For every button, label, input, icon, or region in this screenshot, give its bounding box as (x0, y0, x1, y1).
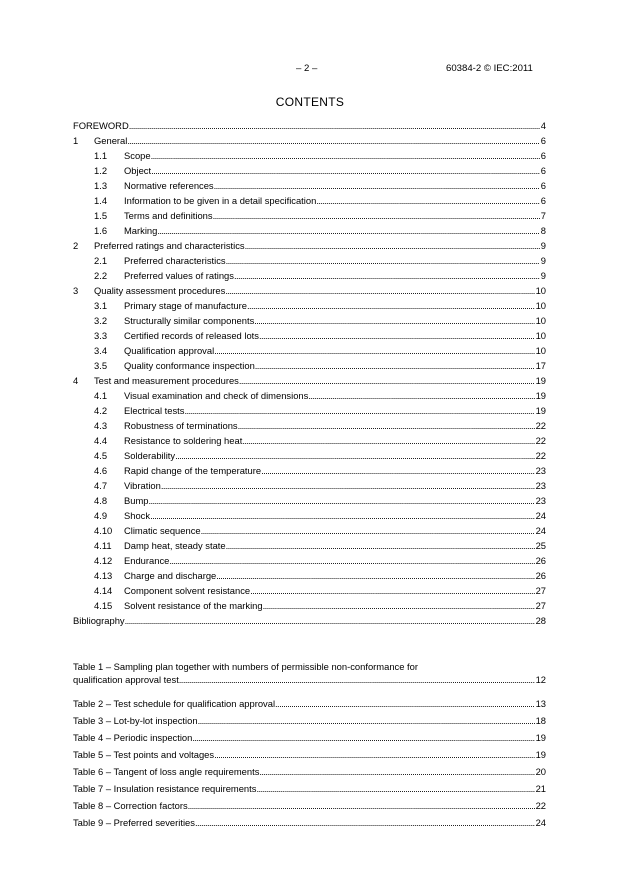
toc-entry-label: Terms and definitions (124, 210, 213, 221)
table-list-entry[interactable] (73, 712, 546, 729)
dot-leader (201, 523, 535, 538)
toc-entry-number: 4.10 (94, 525, 113, 536)
toc-entry-page: 10 (535, 285, 546, 296)
list-of-tables (73, 661, 546, 831)
table-list-entry[interactable] (73, 746, 546, 763)
toc-entry[interactable] (73, 613, 546, 628)
dot-leader (238, 418, 535, 433)
toc-entry[interactable] (73, 583, 546, 598)
dot-leader (259, 763, 534, 780)
table-list-entry[interactable] (73, 729, 546, 746)
toc-entry-label: Solderability (124, 450, 176, 461)
toc-entry[interactable] (73, 133, 546, 148)
dot-leader (169, 553, 534, 568)
toc-entry[interactable] (73, 163, 546, 178)
toc-entry-label: General (94, 135, 128, 146)
toc-entry-number: 4.2 (94, 405, 108, 416)
toc-entry[interactable] (73, 193, 546, 208)
table-list-entry[interactable] (73, 797, 546, 814)
toc-entry-number: 4 (73, 375, 79, 386)
dot-leader (254, 313, 534, 328)
toc-entry[interactable] (73, 343, 546, 358)
toc-entry-label: Preferred values of ratings (124, 270, 234, 281)
toc-entry-number: 4.6 (94, 465, 108, 476)
dot-leader (157, 223, 539, 238)
table-entry-label: Table 6 – Tangent of loss angle requirements (73, 766, 260, 777)
toc-entry-number: 1 (73, 135, 79, 146)
toc-entry-page: 9 (540, 240, 546, 251)
toc-entry-page: 19 (535, 375, 546, 386)
page-number: – 2 – (296, 63, 318, 74)
toc-entry-label: Primary stage of manufacture (124, 300, 247, 311)
toc-entry-label: Vibration (124, 480, 161, 491)
toc-entry[interactable] (73, 283, 546, 298)
dot-leader (245, 238, 540, 253)
toc-entry-number: 4.8 (94, 495, 108, 506)
toc-entry[interactable] (73, 178, 546, 193)
toc-entry-label: Rapid change of the temperature (124, 465, 262, 476)
dot-leader (316, 193, 539, 208)
toc-entry-number: 4.3 (94, 420, 108, 431)
toc-entry[interactable] (73, 223, 546, 238)
toc-entry[interactable] (73, 433, 546, 448)
toc-entry-label: Solvent resistance of the marking (124, 600, 263, 611)
toc-entry[interactable] (73, 553, 546, 568)
contents-title: CONTENTS (275, 95, 345, 109)
toc-entry-page: 23 (535, 495, 546, 506)
toc-entry-number: 3.2 (94, 315, 108, 326)
toc-entry-page: 27 (535, 585, 546, 596)
dot-leader (239, 373, 535, 388)
toc-entry-page: 26 (535, 570, 546, 581)
toc-entry-label: FOREWORD (73, 120, 129, 131)
toc-entry-page: 27 (535, 600, 546, 611)
toc-entry[interactable] (73, 523, 546, 538)
toc-entry-page: 10 (535, 330, 546, 341)
dot-leader (308, 388, 534, 403)
toc-entry-page: 10 (535, 345, 546, 356)
toc-entry-page: 26 (535, 555, 546, 566)
toc-entry-page: 6 (540, 135, 546, 146)
toc-entry[interactable] (73, 538, 546, 553)
dot-leader (261, 463, 534, 478)
dot-leader (226, 538, 535, 553)
toc-entry-number: 3.1 (94, 300, 108, 311)
toc-entry-number: 4.4 (94, 435, 108, 446)
toc-entry[interactable] (73, 313, 546, 328)
toc-entry[interactable] (73, 508, 546, 523)
toc-entry-number: 3 (73, 285, 79, 296)
dot-leader (175, 448, 534, 463)
toc-entry[interactable] (73, 418, 546, 433)
toc-entry[interactable] (73, 118, 546, 133)
toc-entry-page: 22 (535, 450, 546, 461)
toc-entry-page: 6 (540, 180, 546, 191)
dot-leader (195, 814, 535, 831)
toc-entry-number: 1.6 (94, 225, 108, 236)
toc-entry-page: 7 (540, 210, 546, 221)
toc-entry-page: 23 (535, 480, 546, 491)
toc-entry-label: Normative references (124, 180, 214, 191)
toc-entry-label: Climatic sequence (124, 525, 201, 536)
dot-leader (129, 118, 540, 133)
dot-leader (192, 729, 534, 746)
toc-entry[interactable] (73, 568, 546, 583)
toc-entry-number: 4.7 (94, 480, 108, 491)
toc-entry-label: Quality assessment procedures (94, 285, 226, 296)
toc-entry-page: 19 (535, 390, 546, 401)
toc-entry[interactable] (73, 268, 546, 283)
toc-entry[interactable] (73, 493, 546, 508)
dot-leader (247, 298, 535, 313)
table-entry-page: 21 (535, 783, 546, 794)
table-entry-page: 18 (535, 715, 546, 726)
toc-entry-page: 24 (535, 525, 546, 536)
toc-entry-number: 1.1 (94, 150, 108, 161)
dot-leader (275, 695, 535, 712)
toc-entry-page: 19 (535, 405, 546, 416)
toc-entry-label: Bibliography (73, 615, 125, 626)
toc-entry-number: 1.4 (94, 195, 108, 206)
toc-entry-number: 4.15 (94, 600, 113, 611)
table-entry-label: Table 9 – Preferred severities (73, 817, 195, 828)
toc-entry-label: Marking (124, 225, 158, 236)
dot-leader (179, 673, 535, 687)
toc-entry-number: 4.9 (94, 510, 108, 521)
toc-entry-number: 2.2 (94, 270, 108, 281)
toc-entry-label: Quality conformance inspection (124, 360, 255, 371)
toc-entry-page: 10 (535, 300, 546, 311)
toc-entry-page: 8 (540, 225, 546, 236)
toc-entry[interactable] (73, 328, 546, 343)
toc-entry[interactable] (73, 373, 546, 388)
toc-entry-page: 9 (540, 270, 546, 281)
toc-entry-label: Electrical tests (124, 405, 185, 416)
toc-entry[interactable] (73, 253, 546, 268)
table-entry-caption-line: Table 1 – Sampling plan together with numbers of permissible non-conformance for (73, 661, 418, 672)
table-list-entry[interactable] (73, 695, 546, 712)
toc-entry-page: 9 (540, 255, 546, 266)
toc-entry-label: Test and measurement procedures (94, 375, 239, 386)
toc-entry-label: Preferred characteristics (124, 255, 226, 266)
dot-leader (127, 133, 539, 148)
toc-entry-page: 23 (535, 465, 546, 476)
dot-leader (256, 780, 534, 797)
toc-entry-number: 3.4 (94, 345, 108, 356)
dot-leader (250, 583, 534, 598)
table-entry-page: 20 (535, 766, 546, 777)
dot-leader (214, 746, 534, 763)
toc-entry-number: 3.5 (94, 360, 108, 371)
toc-entry[interactable] (73, 448, 546, 463)
toc-entry-label: Certified records of released lots (124, 330, 259, 341)
dot-leader (149, 493, 535, 508)
table-entry-page: 24 (535, 817, 546, 828)
table-entry-label: Table 4 – Periodic inspection (73, 732, 193, 743)
dot-leader (216, 568, 534, 583)
dot-leader (259, 328, 535, 343)
table-entry-page: 12 (535, 674, 546, 685)
table-entry-label: Table 7 – Insulation resistance requirements (73, 783, 257, 794)
dot-leader (263, 598, 535, 613)
toc-entry-page: 28 (535, 615, 546, 626)
table-list-entry[interactable] (73, 763, 546, 780)
toc-entry-label: Structurally similar components (124, 315, 255, 326)
toc-entry-page: 22 (535, 420, 546, 431)
table-entry-page: 19 (535, 749, 546, 760)
dot-leader (151, 148, 540, 163)
table-entry-label: Table 3 – Lot-by-lot inspection (73, 715, 198, 726)
table-entry-label: Table 5 – Test points and voltages (73, 749, 215, 760)
dot-leader (161, 478, 535, 493)
toc-entry-label: Preferred ratings and characteristics (94, 240, 245, 251)
dot-leader (198, 712, 535, 729)
toc-entry[interactable] (73, 298, 546, 313)
dot-leader (188, 797, 535, 814)
toc-entry-number: 1.2 (94, 165, 108, 176)
toc-entry-label: Component solvent resistance (124, 585, 251, 596)
toc-entry[interactable] (73, 463, 546, 478)
toc-entry-page: 24 (535, 510, 546, 521)
toc-entry[interactable] (73, 478, 546, 493)
table-list-entry[interactable] (73, 661, 546, 695)
toc-entry-label: Qualification approval (124, 345, 215, 356)
document-id: 60384-2 © IEC:2011 (446, 63, 533, 74)
toc-entry-label: Information to be given in a detail specification (124, 195, 317, 206)
table-list-entry[interactable] (73, 780, 546, 797)
table-list-entry[interactable] (73, 814, 546, 831)
table-entry-label: qualification approval test (73, 674, 179, 685)
toc-entry-page: 25 (535, 540, 546, 551)
toc-entry-number: 1.3 (94, 180, 108, 191)
toc-entry[interactable] (73, 238, 546, 253)
dot-leader (184, 403, 534, 418)
toc-entry-number: 4.5 (94, 450, 108, 461)
toc-entry-number: 4.12 (94, 555, 113, 566)
dot-leader (151, 163, 540, 178)
table-entry-label: Table 2 – Test schedule for qualification approval (73, 698, 276, 709)
table-entry-page: 22 (535, 800, 546, 811)
dot-leader (214, 343, 534, 358)
dot-leader (242, 433, 534, 448)
toc-entry-number: 1.5 (94, 210, 108, 221)
toc-entry-page: 22 (535, 435, 546, 446)
toc-entry-number: 4.11 (94, 540, 112, 551)
toc-entry-number: 3.3 (94, 330, 108, 341)
toc-entry-page: 10 (535, 315, 546, 326)
toc-entry-page: 4 (540, 120, 546, 131)
dot-leader (150, 508, 535, 523)
toc-entry-label: Object (124, 165, 152, 176)
toc-entry-page: 6 (540, 150, 546, 161)
toc-entry[interactable] (73, 208, 546, 223)
toc-entry-number: 4.1 (94, 390, 108, 401)
toc-entry-number: 2 (73, 240, 79, 251)
dot-leader (214, 178, 540, 193)
table-entry-label: Table 8 – Correction factors (73, 800, 188, 811)
toc-entry-label: Bump (124, 495, 149, 506)
toc-entry[interactable] (73, 388, 546, 403)
toc-entry-page: 17 (535, 360, 546, 371)
toc-entry-label: Damp heat, steady state (124, 540, 226, 551)
toc-entry-label: Robustness of terminations (124, 420, 238, 431)
dot-leader (234, 268, 540, 283)
toc-entry-page: 6 (540, 165, 546, 176)
dot-leader (225, 283, 534, 298)
dot-leader (125, 613, 535, 628)
toc-entry[interactable] (73, 598, 546, 613)
table-entry-page: 13 (535, 698, 546, 709)
toc-entry-label: Endurance (124, 555, 170, 566)
toc-entry[interactable] (73, 148, 546, 163)
toc-entry[interactable] (73, 358, 546, 373)
toc-entry-number: 2.1 (94, 255, 108, 266)
dot-leader (255, 358, 535, 373)
dot-leader (226, 253, 540, 268)
table-entry-page: 19 (535, 732, 546, 743)
table-of-contents (73, 118, 546, 628)
toc-entry-label: Visual examination and check of dimensions (124, 390, 309, 401)
toc-entry[interactable] (73, 403, 546, 418)
dot-leader (213, 208, 540, 223)
toc-entry-number: 4.13 (94, 570, 113, 581)
toc-entry-number: 4.14 (94, 585, 113, 596)
toc-entry-page: 6 (540, 195, 546, 206)
toc-entry-label: Scope (124, 150, 151, 161)
toc-entry-label: Resistance to soldering heat (124, 435, 243, 446)
toc-entry-label: Charge and discharge (124, 570, 217, 581)
toc-entry-label: Shock (124, 510, 151, 521)
